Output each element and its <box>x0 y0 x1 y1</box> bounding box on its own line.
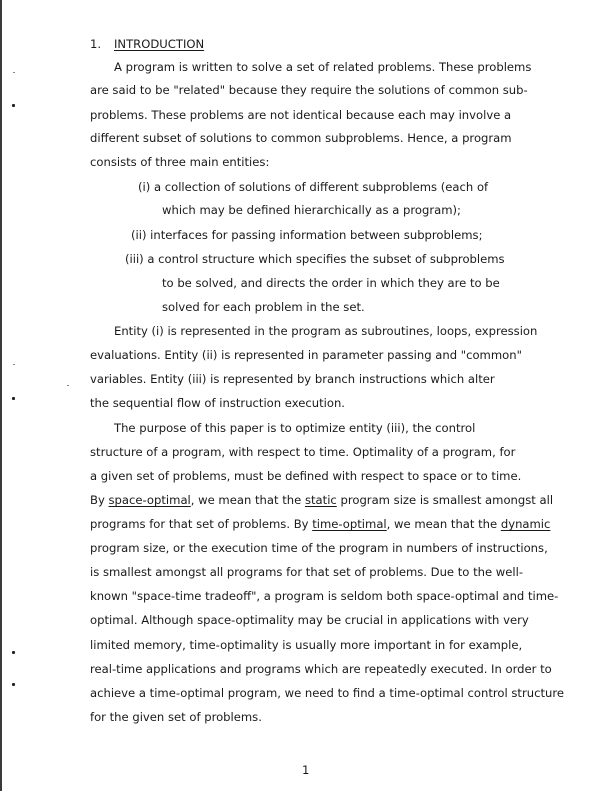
section-heading <box>90 37 204 51</box>
paragraph-line: program size, or the execution time of the program in numbers of instructions, <box>90 541 548 555</box>
paragraph-line: problems. These problems are not identical because each may involve a <box>90 108 512 122</box>
page-number: 1 <box>302 763 310 777</box>
paragraph-line: Entity (i) is represented in the program as subroutines, loops, expression <box>114 324 538 338</box>
term-space-optimal: space-optimal <box>108 493 191 507</box>
paragraph-line: evaluations. Entity (ii) is represented in parameter passing and "common" <box>90 348 522 362</box>
list-item-line: solved for each problem in the set. <box>162 300 365 314</box>
term-static: static <box>304 493 337 507</box>
paragraph-line: optimal. Although space-optimality may be crucial in applications with very <box>90 613 529 627</box>
scan-mark <box>12 104 15 107</box>
scan-speck <box>13 72 15 73</box>
paragraph-line: achieve a time-optimal program, we need to find a time-optimal control structure <box>90 686 564 700</box>
paragraph-line: a given set of problems, must be defined with respect to space or to time. <box>90 469 522 483</box>
paragraph-line: variables. Entity (iii) is represented by branch instructions which alter <box>90 372 495 386</box>
list-item-line: (iii) a control structure which specifies the subset of subproblems <box>125 252 505 266</box>
paragraph-line: is smallest amongst all programs for that set of problems. Due to the well- <box>90 565 524 579</box>
text-run: programs for that set of problems. By <box>90 517 313 531</box>
list-item-line: (i) a collection of solutions of different subproblems (each of <box>138 180 489 194</box>
term-dynamic: dynamic <box>500 517 551 531</box>
paragraph-line: The purpose of this paper is to optimize entity (iii), the control <box>114 421 476 435</box>
paragraph-line: structure of a program, with respect to time. Optimality of a program, for <box>90 445 516 459</box>
paragraph-line: different subset of solutions to common subproblems. Hence, a program <box>90 131 512 145</box>
paragraph-line: for the given set of problems. <box>90 710 262 724</box>
text-run: By <box>90 493 109 507</box>
list-item-line: (ii) interfaces for passing information between subproblems; <box>131 228 483 242</box>
paragraph-line: the sequential flow of instruction execution. <box>90 396 345 410</box>
paragraph-line: A program is written to solve a set of related problems. These problems <box>114 60 532 74</box>
text-run: , we mean that the <box>190 493 305 507</box>
paragraph-line <box>90 517 550 531</box>
paragraph-line: known "space-time tradeoff", a program is seldom both space-optimal and time- <box>90 589 559 603</box>
section-title: INTRODUCTION <box>114 37 205 51</box>
section-number: 1. <box>90 37 102 51</box>
term-time-optimal: time-optimal <box>312 517 387 531</box>
paragraph-line <box>90 493 553 507</box>
list-item-line: which may be defined hierarchically as a program); <box>162 203 461 217</box>
scan-edge <box>0 0 2 791</box>
list-item-line: to be solved, and directs the order in which they are to be <box>162 276 500 290</box>
scan-speck <box>13 364 15 365</box>
scan-speck <box>67 385 69 386</box>
scan-mark <box>12 683 15 686</box>
scan-mark <box>12 397 15 400</box>
paragraph-line: are said to be "related" because they require the solutions of common sub- <box>90 83 528 97</box>
paragraph-line: real-time applications and programs which are repeatedly executed. In order to <box>90 662 552 676</box>
text-run: , we mean that the <box>386 517 501 531</box>
text-run: program size is smallest amongst all <box>336 493 554 507</box>
paragraph-line: limited memory, time-optimality is usually more important in for example, <box>90 638 523 652</box>
scan-mark <box>12 651 15 654</box>
paragraph-line: consists of three main entities: <box>90 155 270 169</box>
